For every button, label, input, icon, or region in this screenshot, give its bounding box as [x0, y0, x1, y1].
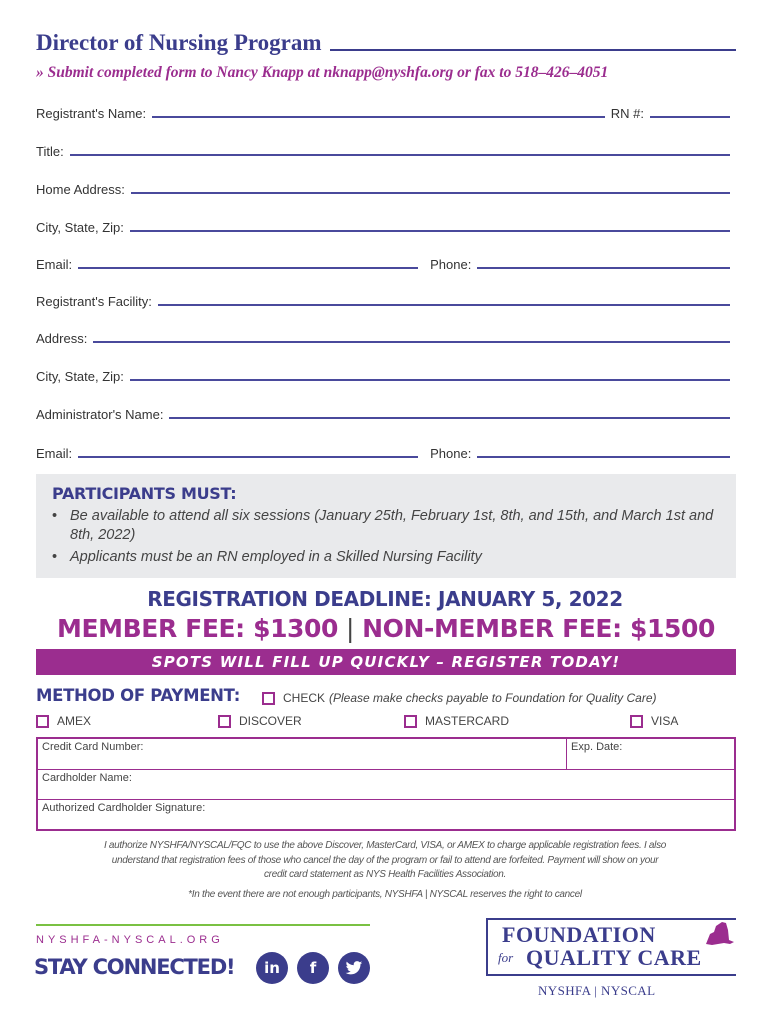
cancel-note: *In the event there are not enough participants, NYSHFA | NYSCAL reserves the right to cancel	[188, 889, 582, 900]
new-york-state-icon	[700, 920, 736, 950]
city-state-zip-label: City, State, Zip:	[36, 220, 124, 235]
exp-date-field[interactable]	[566, 739, 626, 770]
logo-line2: QUALITY CARE	[526, 945, 702, 970]
field-row-address	[36, 331, 736, 346]
address-field[interactable]	[93, 341, 730, 343]
phone-field[interactable]	[477, 267, 730, 269]
registrant-name-label: Registrant's Name:	[36, 106, 147, 121]
check-label: CHECK	[283, 691, 326, 705]
check-checkbox[interactable]	[262, 692, 275, 705]
field-row-email-2	[36, 446, 736, 461]
payment-option-check[interactable]	[262, 691, 657, 705]
amex-label: AMEX	[57, 714, 92, 728]
participants-list	[52, 507, 720, 567]
email-field[interactable]	[78, 267, 418, 269]
admin-email-label: Email:	[36, 446, 73, 461]
payment-option-discover[interactable]	[218, 714, 302, 728]
registration-deadline: REGISTRATION DEADLINE: JANUARY 5, 2022	[147, 587, 623, 611]
twitter-icon[interactable]	[338, 952, 370, 984]
field-row-city-2	[36, 369, 736, 384]
field-row-email-1	[36, 257, 736, 272]
logo-line1: FOUNDATION	[502, 922, 656, 947]
participant-requirement: • Applicants must be an RN employed in a Skilled Nursing Facility	[52, 548, 720, 567]
facebook-icon[interactable]: f	[297, 952, 329, 984]
member-fee: MEMBER FEE: $1300	[57, 614, 339, 643]
home-address-label: Home Address:	[36, 182, 125, 197]
authorization-text: I authorize NYSHFA/NYSCAL/FQC to use the above Discover, MasterCard, VISA, or AMEX to charge applicable registration fees. I also understand that registration fees of those who cancel the day of the program or fail to attend are forfeited. Payment will show on your credit card statement as NYS Health Facilities Association.	[103, 840, 667, 880]
card-number-field[interactable]	[38, 739, 734, 770]
foundation-logo	[486, 918, 736, 976]
phone-label: Phone:	[430, 257, 472, 272]
facility-city-state-zip-label: City, State, Zip:	[36, 369, 124, 384]
check-note: (Please make checks payable to Foundation for Quality Care)	[329, 691, 657, 705]
visa-checkbox[interactable]	[630, 715, 643, 728]
field-row-administrator	[36, 407, 736, 422]
administrator-name-field[interactable]	[169, 417, 730, 419]
discover-checkbox[interactable]	[218, 715, 231, 728]
signature-label: Authorized Cardholder Signature:	[42, 802, 206, 814]
logo-subtitle: NYSHFA | NYSCAL	[538, 983, 656, 998]
title-label: Title:	[36, 144, 64, 159]
field-row-home-address	[36, 182, 736, 197]
registrant-facility-field[interactable]	[158, 304, 730, 306]
title-rule	[330, 49, 736, 51]
email-label: Email:	[36, 257, 73, 272]
administrator-name-label: Administrator's Name:	[36, 407, 164, 422]
urgency-banner: SPOTS WILL FILL UP QUICKLY – REGISTER TODAY!	[36, 649, 736, 675]
fee-separator: |	[346, 614, 355, 643]
mastercard-checkbox[interactable]	[404, 715, 417, 728]
field-row-facility	[36, 294, 736, 309]
payment-option-amex[interactable]	[36, 714, 91, 728]
home-address-field[interactable]	[131, 192, 730, 194]
card-number-label: Credit Card Number:	[42, 741, 144, 753]
payment-option-mastercard[interactable]	[404, 714, 509, 728]
title-field[interactable]	[70, 154, 730, 156]
submit-instructions: » Submit completed form to Nancy Knapp at nknapp@nyshfa.org or fax to 518–426–4051	[36, 64, 609, 81]
admin-email-field[interactable]	[78, 456, 418, 458]
exp-date-label: Exp. Date:	[571, 741, 623, 753]
page-title: Director of Nursing Program	[36, 30, 322, 55]
discover-label: DISCOVER	[239, 714, 302, 728]
participants-heading: PARTICIPANTS MUST:	[52, 484, 237, 503]
registrant-facility-label: Registrant's Facility:	[36, 294, 152, 309]
rn-number-field[interactable]	[650, 116, 730, 118]
registrant-name-field[interactable]	[152, 116, 605, 118]
payment-method-title: METHOD OF PAYMENT:	[36, 686, 241, 705]
mastercard-label: MASTERCARD	[425, 714, 510, 728]
credit-card-box	[36, 737, 736, 831]
non-member-fee: NON-MEMBER FEE: $1500	[362, 614, 715, 643]
admin-phone-label: Phone:	[430, 446, 472, 461]
address-label: Address:	[36, 331, 88, 346]
linkedin-icon[interactable]: in	[256, 952, 288, 984]
participant-requirement: • Be available to attend all six sessions (January 25th, February 1st, 8th, and 15th, and March 1st and 8th, 2022)	[52, 507, 720, 545]
city-state-zip-field[interactable]	[130, 230, 730, 232]
field-row-city-1	[36, 220, 736, 235]
logo-for: for	[498, 950, 514, 965]
participants-panel	[36, 474, 736, 578]
footer-rule	[36, 924, 370, 926]
form-title-row	[36, 30, 736, 56]
visa-label: VISA	[651, 714, 679, 728]
website-link[interactable]: NYSHFA-NYSCAL.ORG	[36, 934, 224, 946]
cardholder-name-field[interactable]	[38, 770, 734, 800]
facility-city-state-zip-field[interactable]	[130, 379, 730, 381]
signature-field[interactable]	[38, 800, 734, 829]
fees-line	[36, 614, 736, 643]
amex-checkbox[interactable]	[36, 715, 49, 728]
rn-number-label: RN #:	[610, 106, 644, 121]
admin-phone-field[interactable]	[477, 456, 730, 458]
stay-connected-label: STAY CONNECTED!	[34, 955, 235, 979]
field-row-registrant	[36, 106, 736, 121]
field-row-title	[36, 144, 736, 159]
cardholder-name-label: Cardholder Name:	[42, 772, 132, 784]
payment-option-visa[interactable]	[630, 714, 678, 728]
